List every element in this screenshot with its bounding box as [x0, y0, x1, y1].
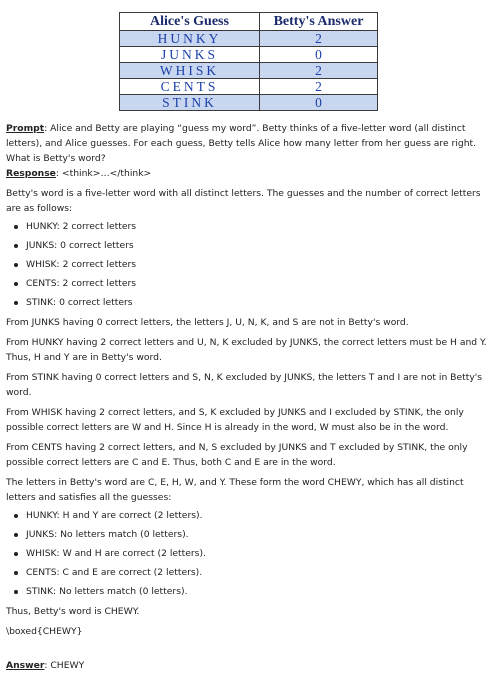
final-answer — [6, 658, 494, 673]
list-item: JUNKS: No letters match (0 letters). — [26, 528, 494, 542]
document-body — [6, 121, 494, 673]
bullet-icon — [14, 225, 18, 229]
response-intro: Betty's word is a five-letter word with all distinct letters. The guesses and the number of correct letters are as follows: — [6, 188, 481, 214]
list-item: HUNKY: H and Y are correct (2 letters). — [26, 509, 494, 523]
guess-cell: HUNKY — [120, 31, 260, 47]
prompt-paragraph — [6, 121, 494, 166]
answer-cell: 2 — [260, 63, 378, 79]
list-item: WHISK: 2 correct letters — [26, 258, 494, 272]
table-header-row — [120, 13, 378, 31]
prompt-text: : Alice and Betty are playing “guess my word”. Betty thinks of a five-letter word (all distinct letters), and Alice guesses. For each guess, Betty tells Alice how many letter from her guess are right. What is Betty's word? — [6, 123, 477, 164]
guess-count-list — [6, 220, 494, 310]
response-heading — [6, 166, 494, 181]
list-item: JUNKS: 0 correct letters — [26, 239, 494, 253]
header-answer: Betty's Answer — [260, 13, 378, 31]
guess-cell: JUNKS — [120, 47, 260, 63]
list-item: STINK: No letters match (0 letters). — [26, 585, 494, 599]
reasoning-paragraph: From HUNKY having 2 correct letters and U, N, K excluded by JUNKS, the correct letters must be H and Y. Thus, H and Y are in Betty's word. — [6, 337, 487, 363]
bullet-icon — [14, 514, 18, 518]
table-row — [120, 63, 378, 79]
guess-cell: CENTS — [120, 79, 260, 95]
guess-cell: STINK — [120, 95, 260, 111]
table-row — [120, 79, 378, 95]
reasoning-paragraph: From CENTS having 2 correct letters, and N, S excluded by JUNKS and T excluded by STINK, the only possible correct letters are C and E. Thus, both C and E are in the word. — [6, 442, 468, 468]
list-item: HUNKY: 2 correct letters — [26, 220, 494, 234]
bullet-icon — [14, 282, 18, 286]
response-label: Response — [6, 168, 56, 179]
answer-cell: 2 — [260, 31, 378, 47]
list-item: CENTS: 2 correct letters — [26, 277, 494, 291]
bullet-icon — [14, 244, 18, 248]
guess-table-container — [119, 12, 377, 111]
list-item: CENTS: C and E are correct (2 letters). — [26, 566, 494, 580]
reasoning-paragraph: The letters in Betty's word are C, E, H, W, and Y. These form the word CHEWY, which has all distinct letters and satisfies all the guesses: — [6, 477, 464, 503]
answer-cell: 0 — [260, 95, 378, 111]
bullet-icon — [14, 552, 18, 556]
answer-cell: 0 — [260, 47, 378, 63]
bullet-icon — [14, 263, 18, 267]
conclusion: Thus, Betty's word is CHEWY. — [6, 606, 140, 617]
reasoning-paragraph: From WHISK having 2 correct letters, and S, K excluded by JUNKS and I excluded by STINK, the only possible correct letters are W and H. Since H is already in the word, W must also be in the word. — [6, 407, 464, 433]
bullet-icon — [14, 301, 18, 305]
verification-list — [6, 509, 494, 599]
prompt-label: Prompt — [6, 123, 45, 134]
answer-cell: 2 — [260, 79, 378, 95]
reasoning-paragraph: From STINK having 0 correct letters and S, N, K excluded by JUNKS, the letters T and I are not in Betty's word. — [6, 372, 483, 398]
header-guess: Alice's Guess — [120, 13, 260, 31]
bullet-icon — [14, 590, 18, 594]
guess-table — [119, 12, 378, 111]
boxed-answer: \boxed{CHEWY} — [6, 626, 83, 637]
list-item: WHISK: W and H are correct (2 letters). — [26, 547, 494, 561]
table-row — [120, 95, 378, 111]
answer-label: Answer — [6, 660, 45, 671]
table-row — [120, 47, 378, 63]
table-row — [120, 31, 378, 47]
answer-text: : CHEWY — [44, 660, 85, 671]
bullet-icon — [14, 533, 18, 537]
list-item: STINK: 0 correct letters — [26, 296, 494, 310]
bullet-icon — [14, 571, 18, 575]
think-tag: : <think>…</think> — [55, 168, 152, 179]
reasoning-paragraph: From JUNKS having 0 correct letters, the letters J, U, N, K, and S are not in Betty's word. — [6, 317, 409, 328]
guess-cell: WHISK — [120, 63, 260, 79]
